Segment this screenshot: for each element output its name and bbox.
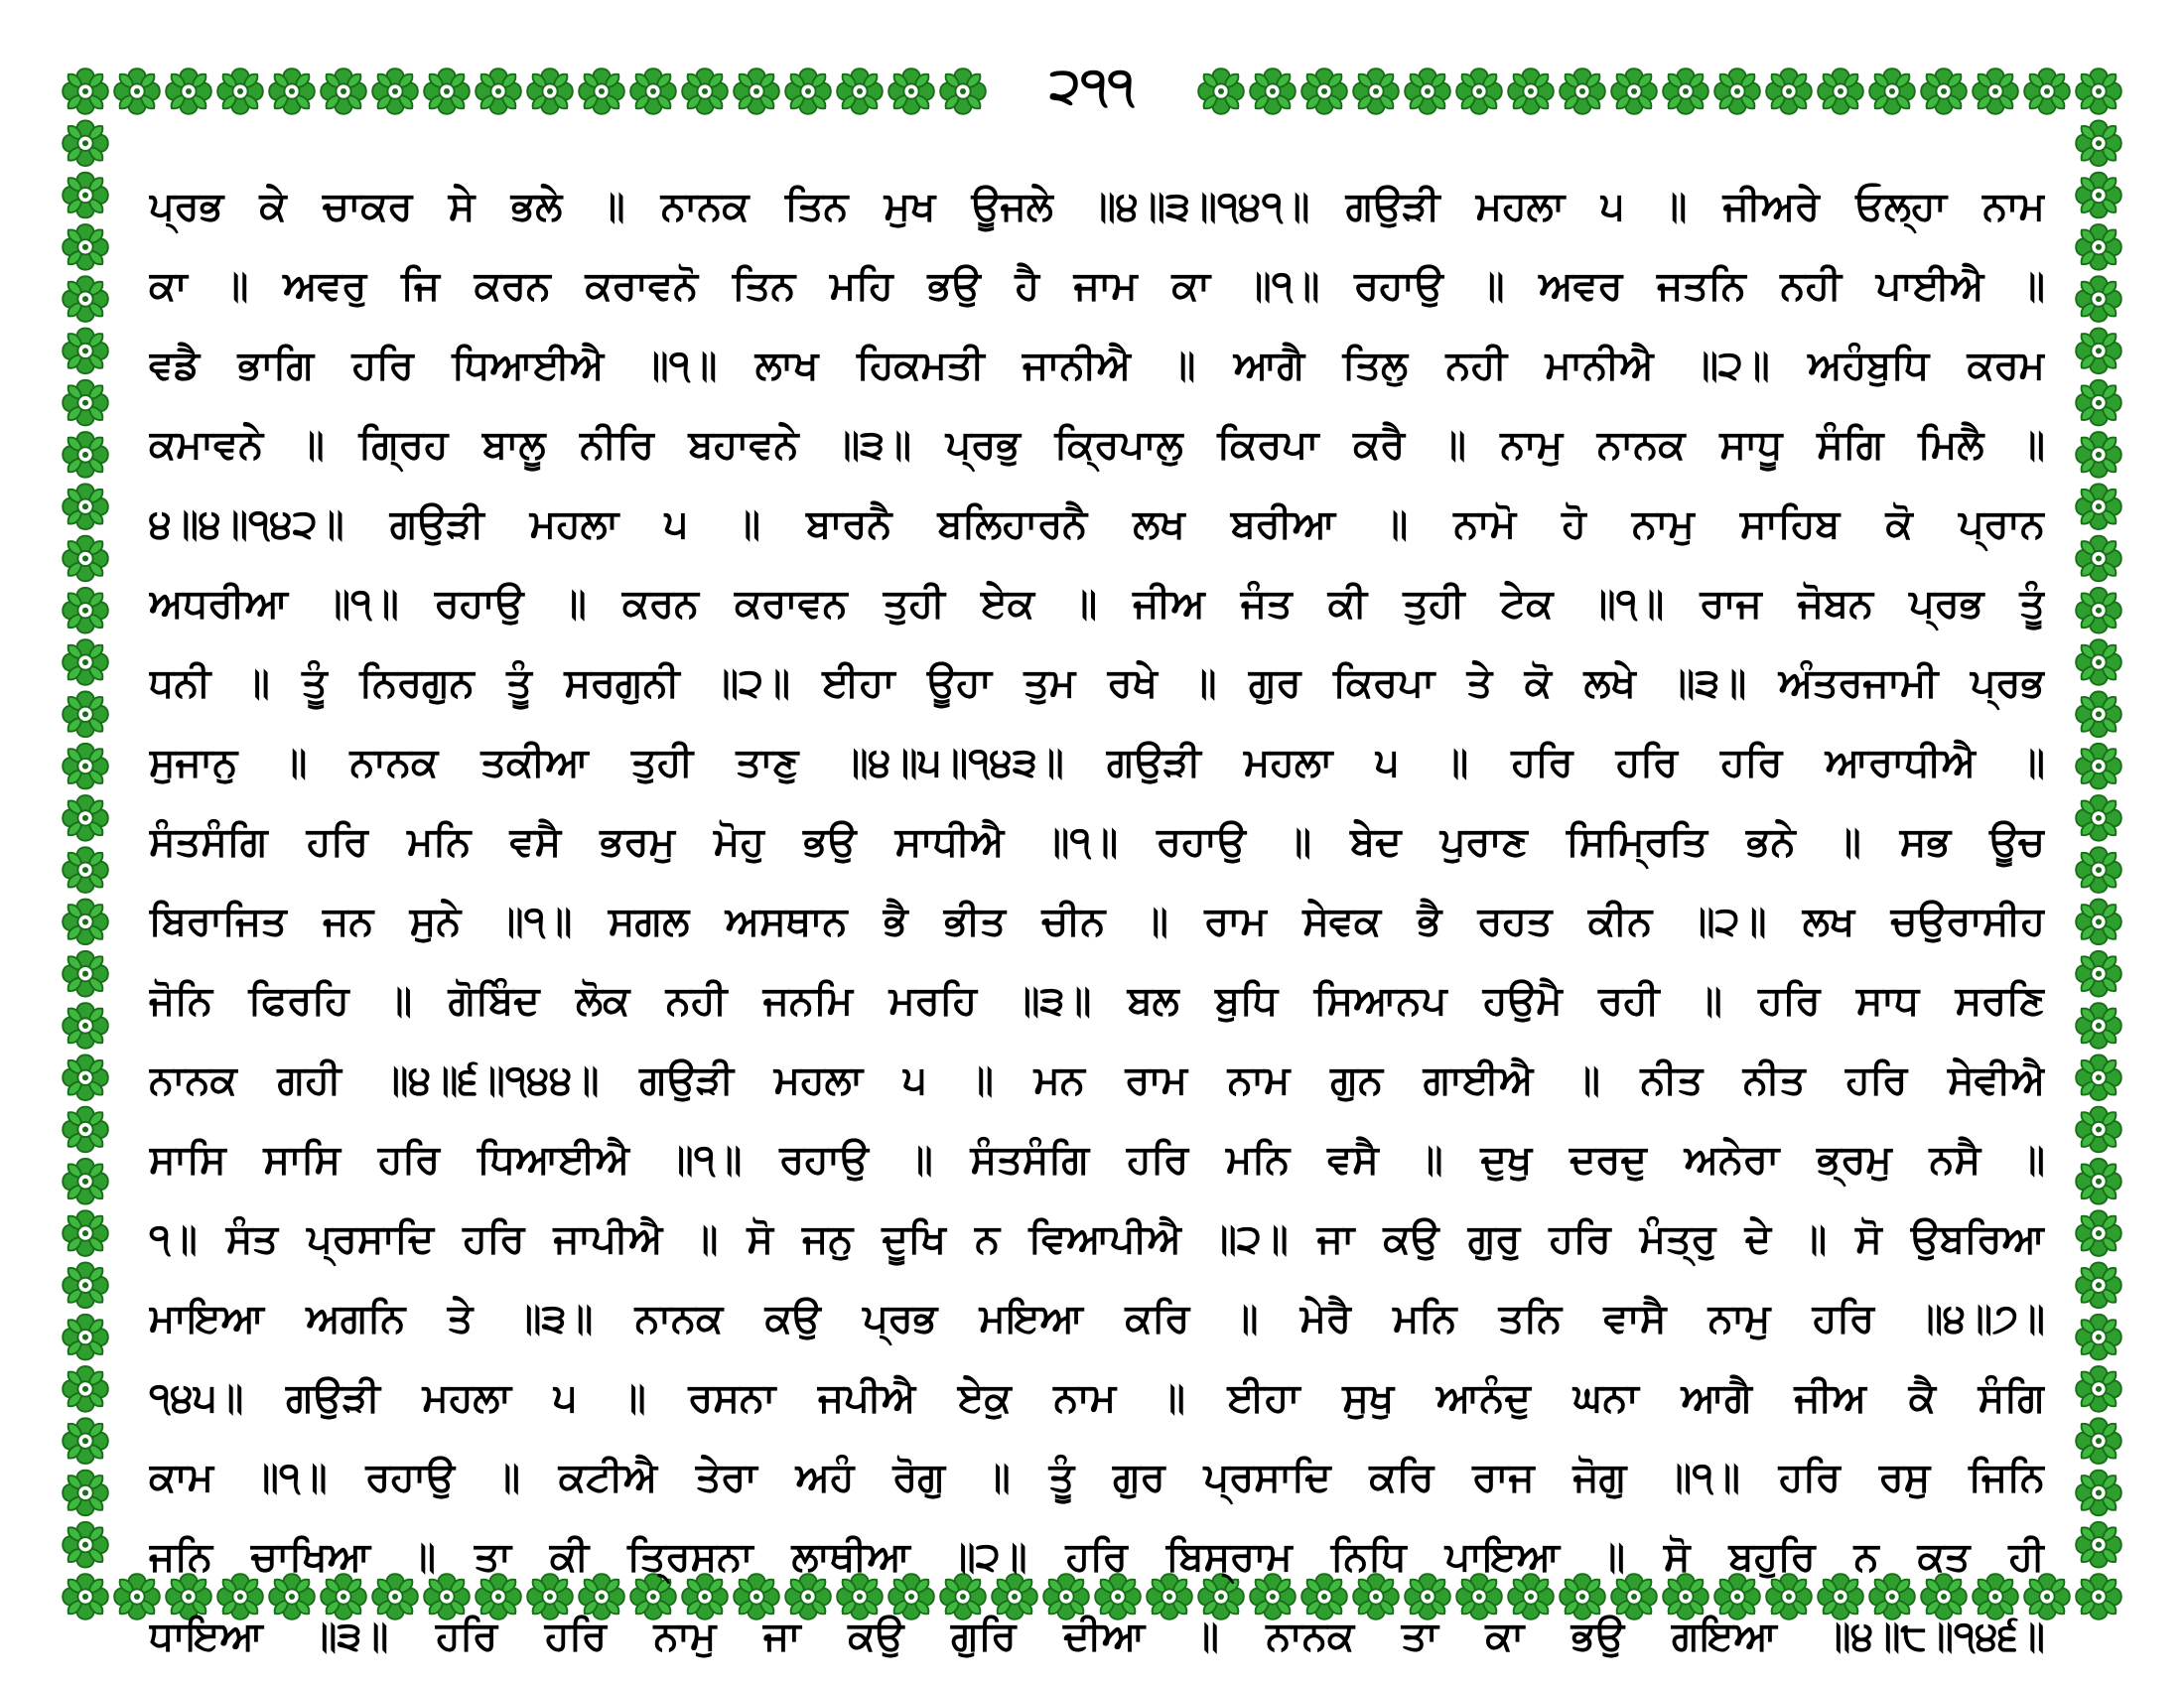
flower-ornament-icon xyxy=(321,69,366,114)
flower-ornament-icon xyxy=(1405,69,1450,114)
text-line: ਜਨਿ ਚਾਖਿਆ ॥ ਤਾ ਕੀ ਤ੍ਰਿਸਨਾ ਲਾਥੀਆ ॥੨॥ ਹਰਿ ਬਿਸ੍ਰਾਮ ਨਿਧਿ ਪਾਇਆ ॥ ਸੋ ਬਹੁਰਿ ਨ ਕਤ ਹੀ xyxy=(149,1534,2045,1580)
flower-ornament-icon xyxy=(2076,224,2121,270)
flower-ornament-icon xyxy=(63,847,108,893)
flower-ornament-icon xyxy=(2076,1315,2121,1360)
flower-ornament-icon xyxy=(734,69,779,114)
flower-ornament-icon xyxy=(2076,380,2121,426)
flower-ornament-icon xyxy=(63,484,108,529)
flower-ornament-icon xyxy=(2076,900,2121,945)
flower-ornament-icon xyxy=(1198,69,1244,114)
flower-ornament-icon xyxy=(1560,69,1605,114)
flower-ornament-icon xyxy=(1353,69,1399,114)
flower-ornament-icon xyxy=(2076,536,2121,582)
flower-ornament-icon xyxy=(2076,1003,2121,1049)
text-line: ਸੁਜਾਨੁ ॥ ਨਾਨਕ ਤਕੀਆ ਤੁਹੀ ਤਾਣੁ ॥੪॥੫॥੧੪੩॥ ਗਉੜੀ ਮਹਲਾ ੫ ॥ ਹਰਿ ਹਰਿ ਹਰਿ ਆਰਾਧੀਐ ॥ xyxy=(149,740,2045,785)
text-line: ੧॥ ਸੰਤ ਪ੍ਰਸਾਦਿ ਹਰਿ ਜਾਪੀਐ ॥ ਸੋ ਜਨੁ ਦੂਖਿ ਨ ਵਿਆਪੀਐ ॥੨॥ ਜਾ ਕਉ ਗੁਰੁ ਹਰਿ ਮੰਤ੍ਰੁ ਦੇ ॥ ਸੋ ਉਬਰਿਆ xyxy=(149,1216,2045,1262)
text-line: ੧੪੫॥ ਗਉੜੀ ਮਹਲਾ ੫ ॥ ਰਸਨਾ ਜਪੀਐ ਏਕੁ ਨਾਮ ॥ ਈਹਾ ਸੁਖੁ ਆਨੰਦੁ ਘਨਾ ਆਗੈ ਜੀਅ ਕੈ ਸੰਗਿ xyxy=(149,1375,2045,1421)
text-line: ਮਾਇਆ ਅਗਨਿ ਤੇ ॥੩॥ ਨਾਨਕ ਕਉ ਪ੍ਰਭ ਮਇਆ ਕਰਿ ॥ ਮੇਰੈ ਮਨਿ ਤਨਿ ਵਾਸੈ ਨਾਮੁ ਹਰਿ ॥੪॥੭॥ xyxy=(149,1296,2045,1341)
flower-ornament-icon xyxy=(1714,69,1760,114)
text-line: ਨਾਨਕ ਗਹੀ ॥੪॥੬॥੧੪੪॥ ਗਉੜੀ ਮਹਲਾ ੫ ॥ ਮਨ ਰਾਮ ਨਾਮ ਗੁਨ ਗਾਈਐ ॥ ਨੀਤ ਨੀਤ ਹਰਿ ਸੇਵੀਐ xyxy=(149,1057,2045,1103)
text-line: ੪॥੪॥੧੪੨॥ ਗਉੜੀ ਮਹਲਾ ੫ ॥ ਬਾਰਨੈ ਬਲਿਹਾਰਨੈ ਲਖ ਬਰੀਆ ॥ ਨਾਮੋ ਹੋ ਨਾਮੁ ਸਾਹਿਬ ਕੋ ਪ੍ਰਾਨ xyxy=(149,501,2045,547)
flower-ornament-icon xyxy=(2076,1522,2121,1568)
flower-ornament-icon xyxy=(2076,432,2121,478)
text-line: ਧਨੀ ॥ ਤੂੰ ਨਿਰਗੁਨ ਤੂੰ ਸਰਗੁਨੀ ॥੨॥ ਈਹਾ ਊਹਾ ਤੁਮ ਰਖੇ ॥ ਗੁਰ ਕਿਰਪਾ ਤੇ ਕੋ ਲਖੇ ॥੩॥ ਅੰਤਰਜਾਮੀ ਪ੍ਰਭ xyxy=(149,660,2045,706)
flower-ornament-icon xyxy=(2076,639,2121,685)
flower-ornament-icon xyxy=(2076,951,2121,997)
flower-ornament-icon xyxy=(630,69,676,114)
flower-ornament-icon xyxy=(63,900,108,945)
text-line: ਅਧਰੀਆ ॥੧॥ ਰਹਾਉ ॥ ਕਰਨ ਕਰਾਵਨ ਤੁਹੀ ਏਕ ॥ ਜੀਅ ਜੰਤ ਕੀ ਤੁਹੀ ਟੇਕ ॥੧॥ ਰਾਜ ਜੋਬਨ ਪ੍ਰਭ ਤੂੰ xyxy=(149,581,2045,627)
text-line: ਵਡੈ ਭਾਗਿ ਹਰਿ ਧਿਆਈਐ ॥੧॥ ਲਾਖ ਹਿਕਮਤੀ ਜਾਨੀਐ ॥ ਆਗੈ ਤਿਲੁ ਨਹੀ ਮਾਨੀਐ ॥੨॥ ਅਹੰਬੁਧਿ ਕਰਮ xyxy=(149,343,2045,388)
flower-ornament-icon xyxy=(63,795,108,841)
flower-ornament-icon xyxy=(63,639,108,685)
flower-ornament-icon xyxy=(1508,69,1554,114)
flower-ornament-icon xyxy=(2076,744,2121,789)
flower-ornament-icon xyxy=(269,69,315,114)
flower-ornament-icon xyxy=(63,1210,108,1256)
flower-ornament-icon xyxy=(2076,69,2121,114)
flower-ornament-icon xyxy=(2076,1366,2121,1412)
text-line: ਬਿਰਾਜਿਤ ਜਨ ਸੁਨੇ ॥੧॥ ਸਗਲ ਅਸਥਾਨ ਭੈ ਭੀਤ ਚੀਨ ॥ ਰਾਮ ਸੇਵਕ ਭੈ ਰਹਤ ਕੀਨ ॥੨॥ ਲਖ ਚਉਰਾਸੀਹ xyxy=(149,899,2045,944)
flower-ornament-icon xyxy=(1973,69,2018,114)
flower-ornament-icon xyxy=(424,69,470,114)
flower-ornament-icon xyxy=(1456,69,1502,114)
scripture-text xyxy=(149,167,2045,1676)
flower-ornament-icon xyxy=(63,1471,108,1516)
flower-ornament-icon xyxy=(940,69,986,114)
flower-ornament-icon xyxy=(63,276,108,322)
flower-ornament-icon xyxy=(1869,69,1915,114)
text-line: ਪ੍ਰਭ ਕੇ ਚਾਕਰ ਸੇ ਭਲੇ ॥ ਨਾਨਕ ਤਿਨ ਮੁਖ ਊਜਲੇ ॥੪॥੩॥੧੪੧॥ ਗਉੜੀ ਮਹਲਾ ੫ ॥ ਜੀਅਰੇ ਓਲ੍ਹਾ ਨਾਮ xyxy=(149,184,2045,229)
flower-ornament-icon xyxy=(2076,1263,2121,1309)
text-line: ਧਾਇਆ ॥੩॥ ਹਰਿ ਹਰਿ ਨਾਮੁ ਜਾ ਕਉ ਗੁਰਿ ਦੀਆ ॥ ਨਾਨਕ ਤਾ ਕਾ ਭਉ ਗਇਆ ॥੪॥੮॥੧੪੬॥ xyxy=(149,1614,2045,1659)
flower-ornament-icon xyxy=(2076,173,2121,218)
flower-ornament-icon xyxy=(2076,1107,2121,1153)
flower-ornament-icon xyxy=(2076,1418,2121,1464)
flower-ornament-icon xyxy=(1766,69,1812,114)
flower-ornament-icon xyxy=(1818,69,1863,114)
flower-ornament-icon xyxy=(63,588,108,633)
flower-ornament-icon xyxy=(579,69,624,114)
flower-ornament-icon xyxy=(63,1522,108,1568)
flower-ornament-icon xyxy=(63,692,108,738)
flower-ornament-icon xyxy=(114,69,160,114)
page-number: ੨੧੧ xyxy=(1023,58,1161,113)
flower-ornament-icon xyxy=(217,69,263,114)
flower-ornament-icon xyxy=(63,173,108,218)
flower-ornament-icon xyxy=(2076,329,2121,374)
flower-ornament-icon xyxy=(785,69,831,114)
flower-ornament-icon xyxy=(1921,69,1967,114)
flower-ornament-icon xyxy=(2076,276,2121,322)
flower-ornament-icon xyxy=(682,69,728,114)
flower-ornament-icon xyxy=(2076,1574,2121,1619)
flower-ornament-icon xyxy=(2076,1210,2121,1256)
flower-ornament-icon xyxy=(63,1574,108,1619)
flower-ornament-icon xyxy=(63,744,108,789)
flower-ornament-icon xyxy=(1611,69,1657,114)
flower-ornament-icon xyxy=(63,1055,108,1100)
flower-ornament-icon xyxy=(372,69,418,114)
flower-ornament-icon xyxy=(2076,795,2121,841)
text-line: ਕਾਮ ॥੧॥ ਰਹਾਉ ॥ ਕਟੀਐ ਤੇਰਾ ਅਹੰ ਰੋਗੁ ॥ ਤੂੰ ਗੁਰ ਪ੍ਰਸਾਦਿ ਕਰਿ ਰਾਜ ਜੋਗੁ ॥੧॥ ਹਰਿ ਰਸੁ ਜਿਨਿ xyxy=(149,1455,2045,1500)
flower-ornament-icon xyxy=(2024,69,2070,114)
flower-ornament-icon xyxy=(63,1159,108,1204)
flower-ornament-icon xyxy=(63,1107,108,1153)
flower-ornament-icon xyxy=(63,69,108,114)
flower-ornament-icon xyxy=(63,1263,108,1309)
flower-ornament-icon xyxy=(63,432,108,478)
flower-ornament-icon xyxy=(166,69,211,114)
flower-ornament-icon xyxy=(1663,69,1708,114)
flower-ornament-icon xyxy=(527,69,573,114)
flower-ornament-icon xyxy=(63,1003,108,1049)
flower-ornament-icon xyxy=(63,1366,108,1412)
flower-ornament-icon xyxy=(2076,588,2121,633)
flower-ornament-icon xyxy=(2076,484,2121,529)
text-line: ਜੋਨਿ ਫਿਰਹਿ ॥ ਗੋਬਿੰਦ ਲੋਕ ਨਹੀ ਜਨਮਿ ਮਰਹਿ ॥੩॥ ਬਲ ਬੁਧਿ ਸਿਆਨਪ ਹਉਮੈ ਰਹੀ ॥ ਹਰਿ ਸਾਧ ਸਰਣਿ xyxy=(149,978,2045,1024)
flower-ornament-icon xyxy=(476,69,521,114)
text-line: ਸਾਸਿ ਸਾਸਿ ਹਰਿ ਧਿਆਈਐ ॥੧॥ ਰਹਾਉ ॥ ਸੰਤਸੰਗਿ ਹਰਿ ਮਨਿ ਵਸੈ ॥ ਦੁਖੁ ਦਰਦੁ ਅਨੇਰਾ ਭ੍ਰਮੁ ਨਸੈ ॥ xyxy=(149,1137,2045,1183)
flower-ornament-icon xyxy=(1301,69,1347,114)
flower-ornament-icon xyxy=(1250,69,1296,114)
flower-ornament-icon xyxy=(63,380,108,426)
flower-ornament-icon xyxy=(837,69,883,114)
flower-ornament-icon xyxy=(2076,1159,2121,1204)
flower-ornament-icon xyxy=(63,120,108,166)
flower-ornament-icon xyxy=(2076,692,2121,738)
flower-ornament-icon xyxy=(63,536,108,582)
flower-ornament-icon xyxy=(63,224,108,270)
flower-ornament-icon xyxy=(63,329,108,374)
flower-ornament-icon xyxy=(63,1418,108,1464)
flower-ornament-icon xyxy=(63,951,108,997)
flower-ornament-icon xyxy=(888,69,934,114)
text-line: ਸੰਤਸੰਗਿ ਹਰਿ ਮਨਿ ਵਸੈ ਭਰਮੁ ਮੋਹੁ ਭਉ ਸਾਧੀਐ ॥੧॥ ਰਹਾਉ ॥ ਬੇਦ ਪੁਰਾਣ ਸਿਮ੍ਰਿਤਿ ਭਨੇ ॥ ਸਭ ਊਚ xyxy=(149,819,2045,865)
flower-ornament-icon xyxy=(2076,847,2121,893)
text-line: ਕਮਾਵਨੇ ॥ ਗ੍ਰਿਹ ਬਾਲੂ ਨੀਰਿ ਬਹਾਵਨੇ ॥੩॥ ਪ੍ਰਭੁ ਕ੍ਰਿਪਾਲੁ ਕਿਰਪਾ ਕਰੈ ॥ ਨਾਮੁ ਨਾਨਕ ਸਾਧੂ ਸੰਗਿ ਮਿਲੈ ॥ xyxy=(149,422,2045,468)
flower-ornament-icon xyxy=(2076,1055,2121,1100)
flower-ornament-icon xyxy=(2076,120,2121,166)
flower-ornament-icon xyxy=(2076,1471,2121,1516)
text-line: ਕਾ ॥ ਅਵਰੁ ਜਿ ਕਰਨ ਕਰਾਵਨੋ ਤਿਨ ਮਹਿ ਭਉ ਹੈ ਜਾਮ ਕਾ ॥੧॥ ਰਹਾਉ ॥ ਅਵਰ ਜਤਨਿ ਨਹੀ ਪਾਈਐ ॥ xyxy=(149,263,2045,309)
flower-ornament-icon xyxy=(63,1315,108,1360)
